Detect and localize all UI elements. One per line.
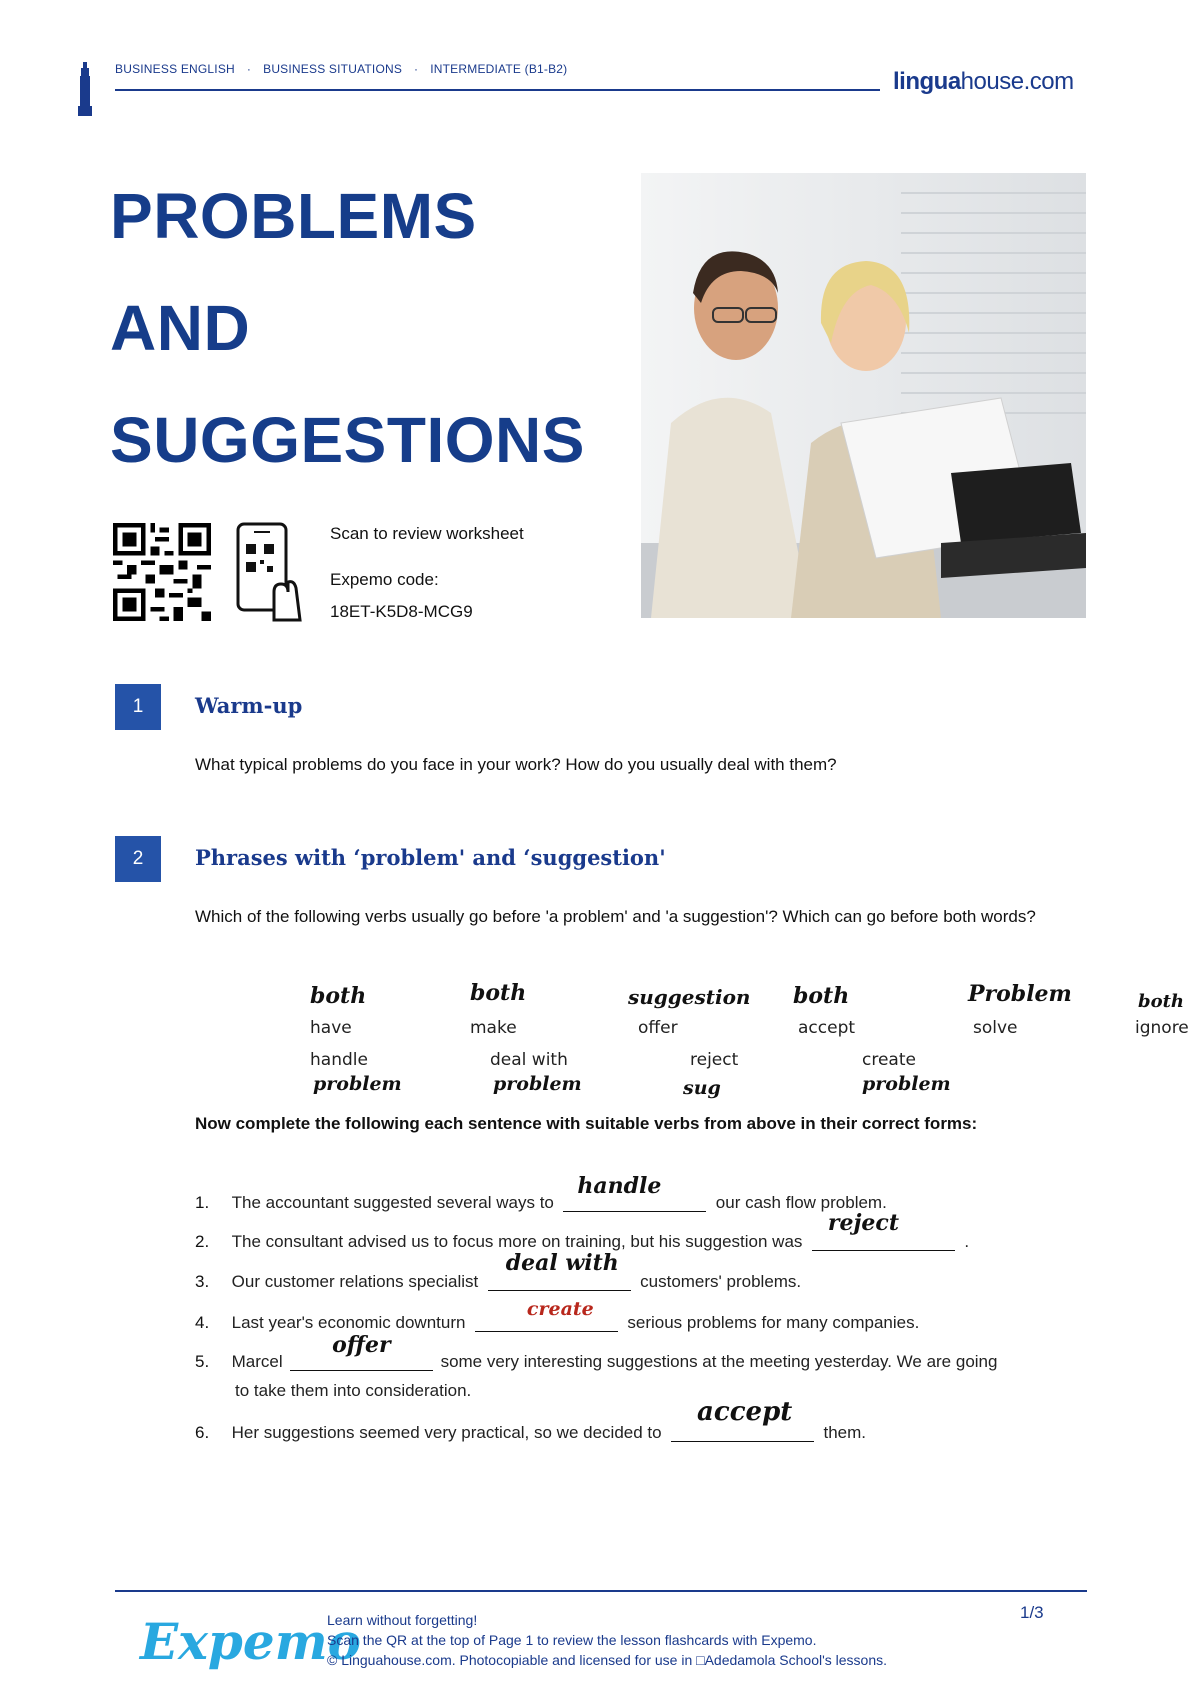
handwritten-answer: deal with bbox=[505, 1250, 619, 1276]
answer-blank[interactable] bbox=[563, 1173, 706, 1212]
expemo-code: 18ET-K5D8-MCG9 bbox=[330, 602, 473, 621]
verb-note: both bbox=[470, 980, 527, 1006]
footer-tagline: Learn without forgetting! bbox=[327, 1612, 478, 1628]
item-number: 1. bbox=[195, 1193, 210, 1212]
footer-text bbox=[327, 1610, 887, 1670]
verb-item: solve bbox=[973, 1018, 1018, 1038]
item-4 bbox=[195, 1298, 1095, 1338]
item-6 bbox=[195, 1397, 1095, 1448]
item-number: 6. bbox=[195, 1423, 210, 1442]
footer-divider bbox=[115, 1590, 1087, 1592]
verb-item: create bbox=[862, 1050, 916, 1070]
verb-note: both bbox=[793, 983, 850, 1009]
item-text: Our customer relations specialist bbox=[231, 1272, 479, 1291]
logo-light: house.com bbox=[960, 68, 1074, 95]
item-text: Marcel bbox=[231, 1352, 283, 1371]
item-text: customers' problems. bbox=[640, 1272, 802, 1291]
verb-note: both bbox=[310, 983, 367, 1009]
item-text: . bbox=[964, 1232, 970, 1251]
item-text: some very interesting suggestions at the meeting yesterday. We are going bbox=[440, 1352, 998, 1371]
title-line-3: SUGGESTIONS bbox=[110, 404, 585, 476]
item-text: Last year's economic downturn bbox=[231, 1313, 466, 1332]
item-text: The consultant advised us to focus more on training, but his suggestion was bbox=[231, 1232, 803, 1251]
item-1 bbox=[195, 1173, 1095, 1218]
verb-note: problem bbox=[493, 1073, 582, 1095]
category-business-situations: BUSINESS SITUATIONS bbox=[263, 62, 403, 76]
item-text: them. bbox=[823, 1423, 867, 1442]
verb-item: make bbox=[470, 1018, 517, 1038]
warmup-question: What typical problems do you face in your work? How do you usually deal with them? bbox=[195, 755, 837, 774]
verb-note: both bbox=[1138, 991, 1184, 1012]
handwritten-answer: offer bbox=[332, 1332, 391, 1358]
item-3 bbox=[195, 1250, 1095, 1297]
verb-note: problem bbox=[313, 1073, 402, 1095]
section-2-number: 2 bbox=[115, 836, 161, 882]
verb-item: handle bbox=[310, 1050, 368, 1070]
scan-info bbox=[330, 522, 524, 624]
verb-item: offer bbox=[638, 1018, 678, 1038]
handwritten-answer: accept bbox=[697, 1397, 793, 1427]
answer-blank[interactable] bbox=[475, 1298, 618, 1332]
category-business-english: BUSINESS ENGLISH bbox=[115, 62, 235, 76]
answer-blank[interactable] bbox=[488, 1250, 631, 1291]
footer-copyright: © Linguahouse.com. Photocopiable and licensed for use in □Adedamola School's lessons. bbox=[327, 1652, 888, 1668]
item-number: 4. bbox=[195, 1313, 210, 1332]
footer-instruction: Scan the QR at the top of Page 1 to review the lesson flashcards with Expemo. bbox=[327, 1632, 817, 1648]
page-title bbox=[110, 160, 585, 496]
title-line-1: PROBLEMS bbox=[110, 180, 477, 252]
phone-scan-icon bbox=[234, 522, 302, 622]
answer-blank[interactable] bbox=[812, 1210, 955, 1251]
section-1-number: 1 bbox=[115, 684, 161, 730]
handwritten-answer: create bbox=[526, 1298, 594, 1320]
tower-icon bbox=[78, 62, 92, 116]
page-number: 1/3 bbox=[1020, 1603, 1044, 1622]
category-level: INTERMEDIATE (B1-B2) bbox=[430, 62, 568, 76]
item-text: our cash flow problem. bbox=[715, 1193, 887, 1212]
item-number: 3. bbox=[195, 1272, 210, 1291]
header-divider bbox=[115, 89, 880, 91]
expemo-logo: Expemo bbox=[140, 1612, 361, 1671]
completion-instruction: Now complete the following each sentence with suitable verbs from above in their correct forms: bbox=[195, 1114, 978, 1133]
verb-item: have bbox=[310, 1018, 352, 1038]
verb-note: Problem bbox=[968, 981, 1072, 1007]
section-2-title: Phrases with ‘problem' and ‘suggestion' bbox=[195, 845, 666, 870]
verb-note: problem bbox=[862, 1073, 951, 1095]
header-categories bbox=[115, 62, 567, 76]
item-2 bbox=[195, 1210, 1100, 1257]
item-5 bbox=[195, 1332, 1095, 1377]
linguahouse-logo bbox=[893, 68, 1074, 96]
item-number: 2. bbox=[195, 1232, 210, 1251]
section-1-title: Warm-up bbox=[195, 693, 303, 718]
handwritten-answer: reject bbox=[827, 1210, 899, 1236]
verb-note: suggestion bbox=[628, 985, 751, 1009]
item-5-continued: to take them into consideration. bbox=[235, 1381, 472, 1400]
section-2-instruction: Which of the following verbs usually go before 'a problem' and 'a suggestion'? Which can go before both words? bbox=[195, 907, 1036, 926]
item-text: serious problems for many companies. bbox=[627, 1313, 920, 1332]
separator: · bbox=[414, 62, 419, 76]
expemo-code-label: Expemo code: bbox=[330, 570, 439, 589]
qr-code[interactable] bbox=[113, 523, 211, 621]
scan-label: Scan to review worksheet bbox=[330, 524, 524, 543]
item-text: Her suggestions seemed very practical, so we decided to bbox=[231, 1423, 662, 1442]
title-line-2: AND bbox=[110, 292, 251, 364]
logo-bold: lingua bbox=[893, 68, 961, 95]
answer-blank[interactable] bbox=[290, 1332, 433, 1371]
item-number: 5. bbox=[195, 1352, 210, 1371]
verb-note: sug bbox=[683, 1077, 721, 1099]
verb-item: reject bbox=[690, 1050, 739, 1070]
business-people-photo bbox=[641, 173, 1086, 618]
answer-blank[interactable] bbox=[671, 1397, 814, 1442]
verb-item: ignore bbox=[1135, 1018, 1189, 1038]
verb-item: deal with bbox=[490, 1050, 568, 1070]
verb-item: accept bbox=[798, 1018, 856, 1038]
separator: · bbox=[246, 62, 252, 76]
handwritten-answer: handle bbox=[577, 1173, 662, 1199]
item-text: The accountant suggested several ways to bbox=[231, 1193, 554, 1212]
